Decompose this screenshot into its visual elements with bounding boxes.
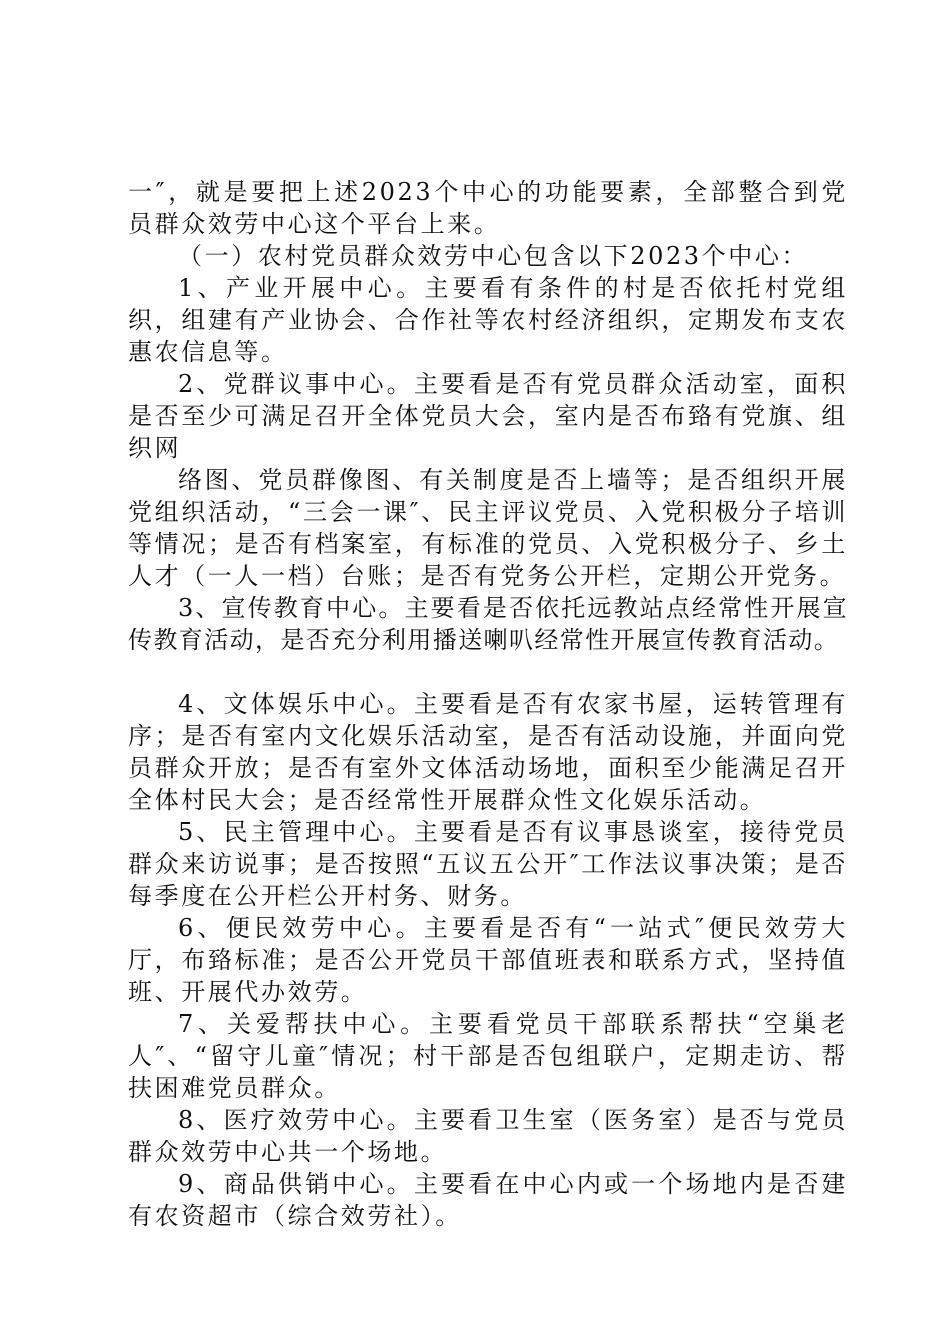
paragraph-item-4: 4、文体娱乐中心。主要看是否有农家书屋，运转管理有序；是否有室内文化娱乐活动室，是否有活动设施，并面向党员群众开放；是否有室外文体活动场地，面积至少能满足召开全体村民大会；是否经常性开展群众性文化娱乐活动。 (128, 690, 848, 814)
paragraph-item-1: 1、产业开展中心。主要看有条件的村是否依托村党组织，组建有产业协会、合作社等农村经济组织，定期发布支农惠农信息等。 (128, 274, 848, 366)
paragraph-item-2-continued: 络图、党员群像图、有关制度是否上墙等；是否组织开展党组织活动，“三会一课″、民主评议党员、入党积极分子培训等情况；是否有档案室，有标准的党员、入党积极分子、乡土人才（一人一档）台账；是否有党务公开栏，定期公开党务。 (128, 466, 848, 590)
paragraph-item-7: 7、关爱帮扶中心。主要看党员干部联系帮扶“空巢老人″、“留守儿童″情况；村干部是否包组联户，定期走访、帮扶困难党员群众。 (128, 1010, 848, 1102)
paragraph-item-2: 2、党群议事中心。主要看是否有党员群众活动室，面积是否至少可满足召开全体党员大会，室内是否布臵有党旗、组织网 (128, 370, 848, 462)
paragraph-intro: 一″，就是要把上述2023个中心的功能要素，全部整合到党员群众效劳中心这个平台上来。 (128, 178, 848, 238)
paragraph-section-heading: （一）农村党员群众效劳中心包含以下2023个中心： (178, 242, 809, 270)
paragraph-item-5: 5、民主管理中心。主要看是否有议事恳谈室，接待党员群众来访说事；是否按照“五议五公开″工作法议事决策；是否每季度在公开栏公开村务、财务。 (128, 818, 848, 910)
paragraph-item-6: 6、便民效劳中心。主要看是否有“一站式″便民效劳大厅，布臵标准；是否公开党员干部值班表和联系方式，坚持值班、开展代办效劳。 (128, 914, 848, 1006)
paragraph-item-3: 3、宣传教育中心。主要看是否依托远教站点经常性开展宣传教育活动，是否充分利用播送喇叭经常性开展宣传教育活动。 (128, 594, 848, 654)
paragraph-item-8: 8、医疗效劳中心。主要看卫生室（医务室）是否与党员群众效劳中心共一个场地。 (128, 1106, 848, 1166)
document-body (128, 176, 848, 1232)
paragraph-item-9: 9、商品供销中心。主要看在中心内或一个场地内是否建有农资超市（综合效劳社）。 (128, 1170, 848, 1230)
